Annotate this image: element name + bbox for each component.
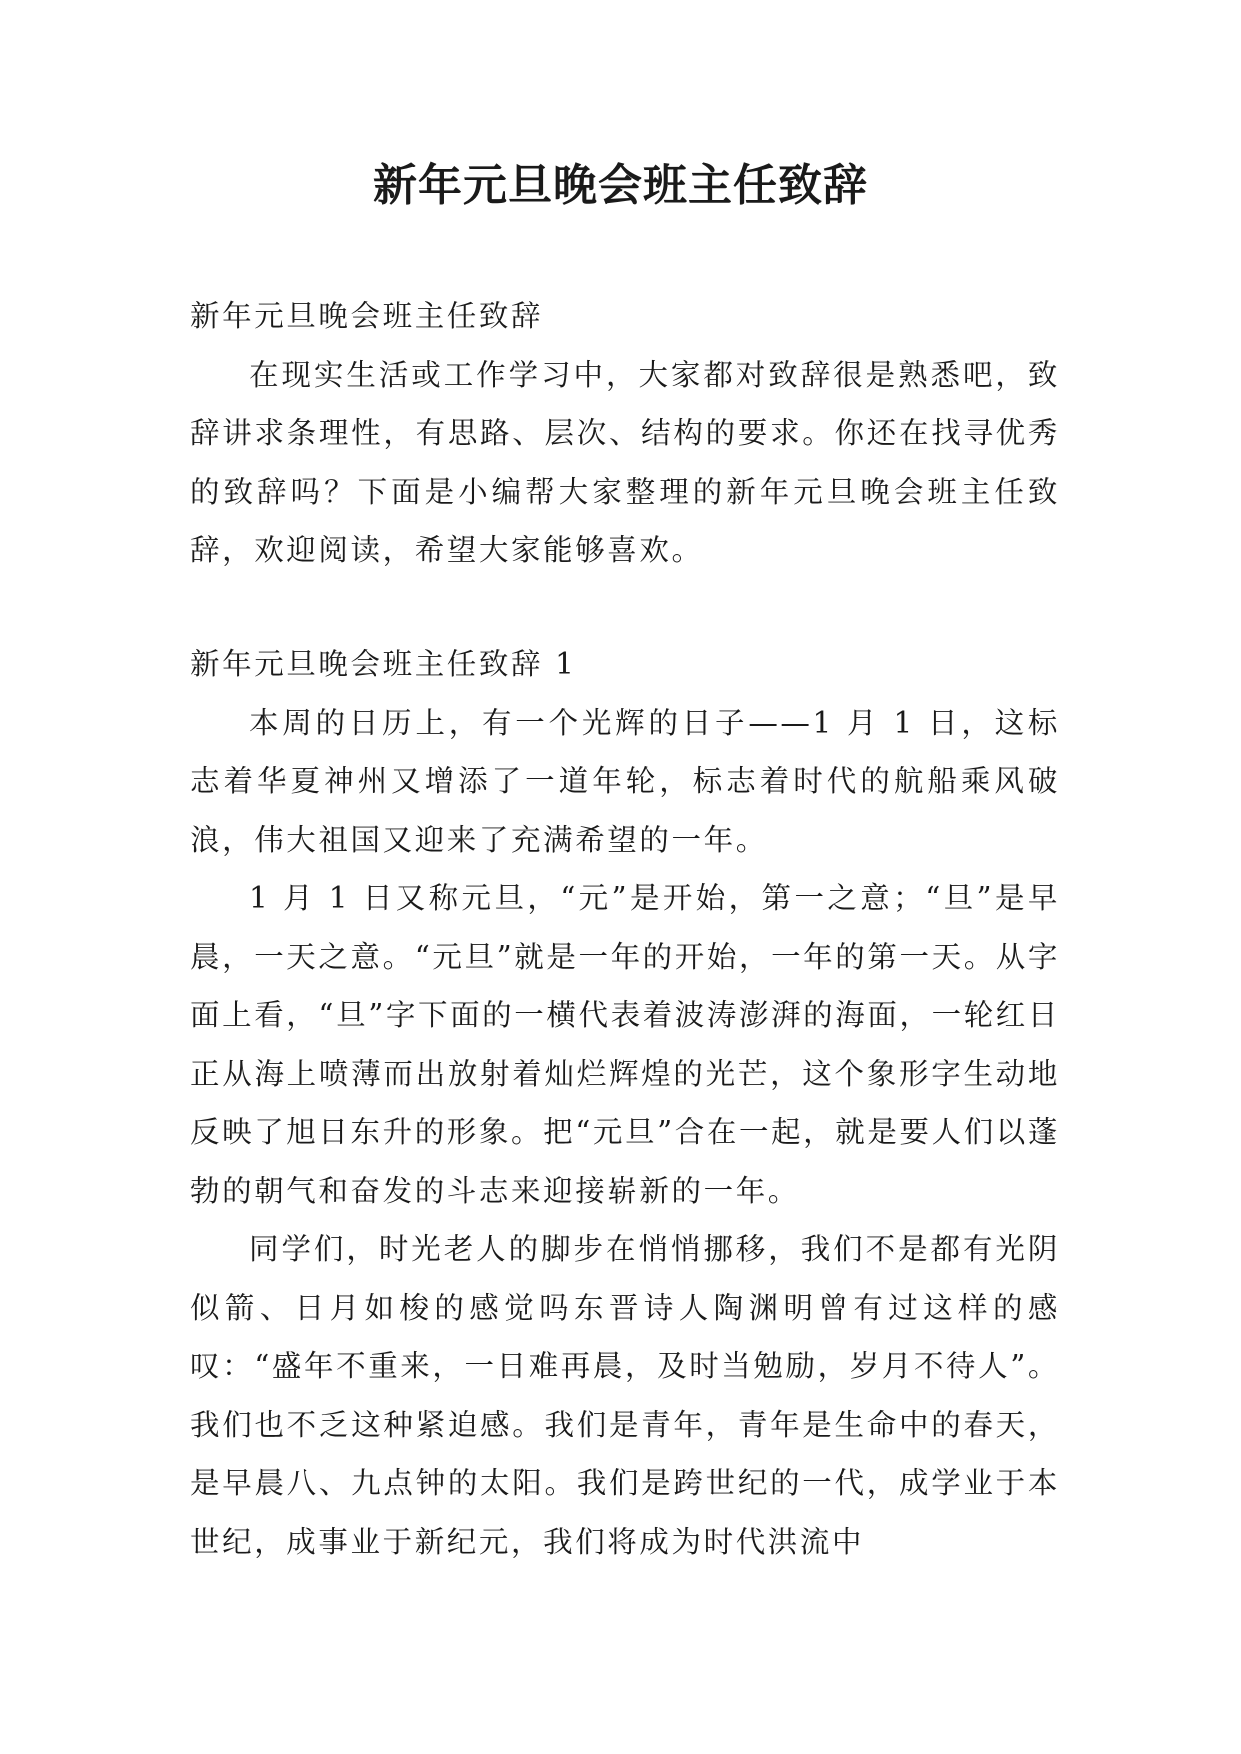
speech-section [190, 635, 1060, 1571]
intro-heading: 新年元旦晚会班主任致辞 [190, 299, 544, 333]
document-title: 新年元旦晚会班主任致辞 [373, 160, 868, 211]
body-paragraph-2: 1 月 1 日又称元旦，“元”是开始，第一之意；“旦”是早晨，一天之意。“元旦”就是一年的开始，一年的第一天。从字面上看，“旦”字下面的一横代表着波涛澎湃的海面，一轮红日正从海上喷薄而出放射着灿烂辉煌的光芒，这个象形字生动地反映了旭日东升的形象。把“元旦”合在一起，就是要人们以蓬勃的朝气和奋发的斗志来迎接崭新的一年。 [190, 881, 1060, 1208]
section-heading: 新年元旦晚会班主任致辞 1 [190, 647, 577, 681]
body-paragraph-3: 同学们，时光老人的脚步在悄悄挪移，我们不是都有光阴似箭、日月如梭的感觉吗东晋诗人陶渊明曾有过这样的感叹：“盛年不重来，一日难再晨，及时当勉励，岁月不待人”。我们也不乏这种紧迫感。我们是青年，青年是生命中的春天，是早晨八、九点钟的太阳。我们是跨世纪的一代，成学业于本世纪，成事业于新纪元，我们将成为时代洪流中 [190, 1232, 1060, 1559]
body-paragraph-1: 本周的日历上，有一个光辉的日子——1 月 1 日，这标志着华夏神州又增添了一道年轮，标志着时代的航船乘风破浪，伟大祖国又迎来了充满希望的一年。 [190, 705, 1060, 857]
intro-section [190, 287, 1060, 580]
intro-paragraph: 在现实生活或工作学习中，大家都对致辞很是熟悉吧，致辞讲求条理性，有思路、层次、结构的要求。你还在找寻优秀的致辞吗？下面是小编帮大家整理的新年元旦晚会班主任致辞，欢迎阅读，希望大家能够喜欢。 [190, 357, 1060, 567]
